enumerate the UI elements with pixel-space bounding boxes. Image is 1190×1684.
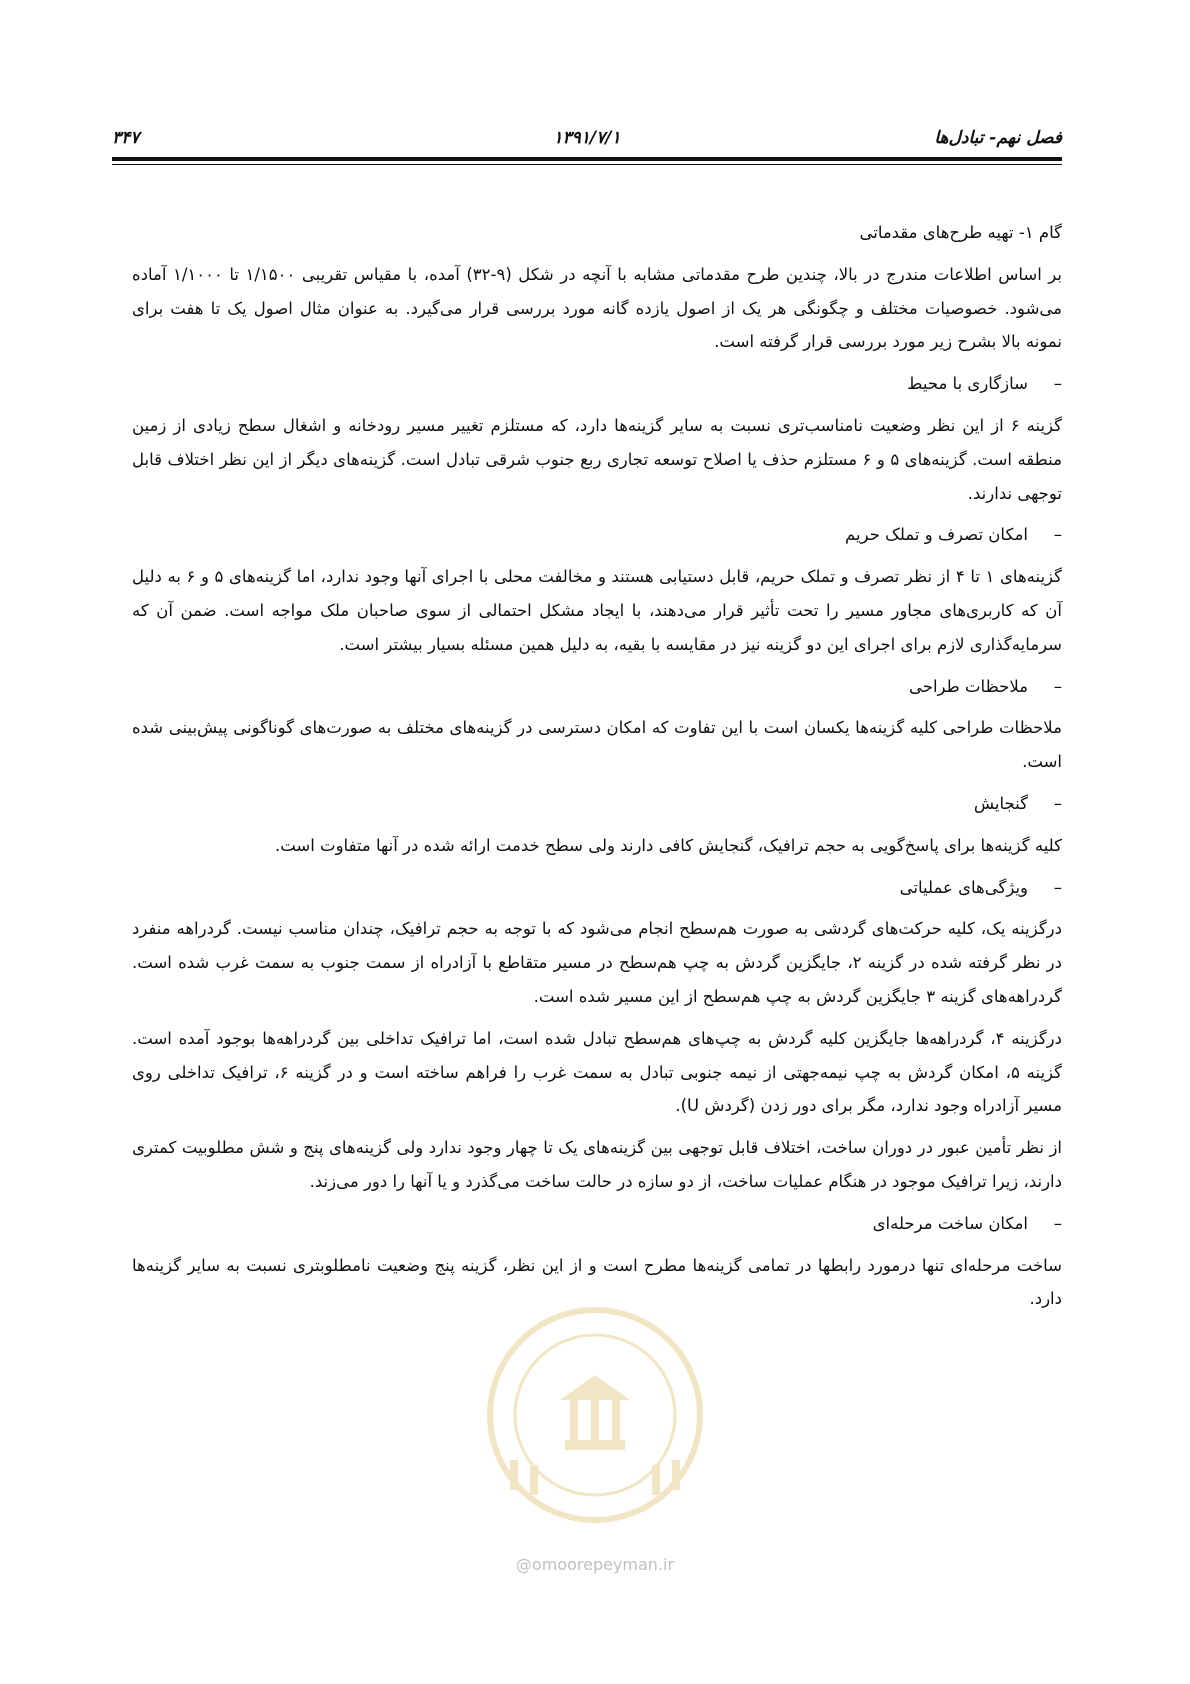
operations-paragraph-2: درگزینه ۴، گردراهه‌ها جایگزین کلیه گردش به چپ‌های هم‌سطح تبادل شده است، اما ترافیک تداخلی بین گردراهه‌ها بوجود آمده است. گزینه ۵، امکان گردش به چپ نیمه‌جهتی از نیمه جنوبی تبادل به سمت غرب را فراهم ساخته است و در گزینه ۶، ترافیک تداخلی روی مسیر آزادراه وجود ندارد، مگر برای دور زدن (گردش U).	[132, 1028, 1063, 1116]
section-heading-environment	[132, 367, 1062, 401]
section-heading-right-of-way	[132, 518, 1062, 552]
header-rule-thick	[112, 157, 1062, 161]
section-heading-staging	[132, 1207, 1062, 1241]
header-rule-thin	[112, 164, 1062, 165]
section-heading-capacity	[132, 787, 1062, 821]
section-title: گنجایش	[973, 793, 1028, 813]
capacity-paragraph: کلیه گزینه‌ها برای پاسخ‌گویی به حجم ترافیک، گنجایش کافی دارند ولی سطح خدمت ارائه شده در آنها متفاوت است.	[274, 835, 1062, 855]
bullet-dash: –	[1053, 793, 1062, 813]
design-paragraph: ملاحظات طراحی کلیه گزینه‌ها یکسان است با این تفاوت که امکان دسترسی در گزینه‌های مختلف به صورت‌های گوناگونی پیش‌بینی شده است.	[132, 718, 1062, 772]
watermark-logo	[470, 1290, 720, 1540]
section-title: ویژگی‌های عملیاتی	[899, 877, 1028, 897]
step-title: گام ۱- تهیه طرح‌های مقدماتی	[859, 223, 1062, 242]
section-heading-design	[132, 670, 1062, 704]
bullet-dash: –	[1053, 676, 1062, 696]
bullet-dash: –	[1053, 525, 1062, 545]
header-date: ۱۳۹۱/۷/۱	[553, 128, 621, 148]
environment-paragraph: گزینه ۶ از این نظر وضعیت نامناسب‌تری نسبت به سایر گزینه‌ها دارد، که مستلزم تغییر مسیر رودخانه و اشغال سطح زیادی از زمین منطقه است. گزینه‌های ۵ و ۶ مستلزم حذف یا اصلاح توسعه تجاری ربع جنوب شرقی تبادل است. گزینه‌های دیگر از این نظر اختلاف قابل توجهی ندارند.	[132, 415, 1062, 503]
bullet-dash: –	[1053, 877, 1062, 897]
operations-paragraph-3: از نظر تأمین عبور در دوران ساخت، اختلاف قابل توجهی بین گزینه‌های یک تا چهار وجود ندارد ولی گزینه‌های پنج و شش مطلوبیت کمتری دارند، زیرا ترافیک موجود در هنگام عملیات ساخت، از دو سازه در حالت ساخت می‌گذرد و یا آنها را دور می‌زند.	[132, 1138, 1062, 1191]
intro-paragraph: بر اساس اطلاعات مندرج در بالا، چندین طرح مقدماتی مشابه با آنچه در شکل (۹-۳۲) آمده، با مقیاس تقریبی ۱/۱۵۰۰ تا ۱/۱۰۰۰ آماده می‌شود. خصوصیات مختلف و چگونگی هر یک از اصول یازده گانه مورد بررسی قرار می‌گیرد. به عنوان مثال اصول یک تا هفت برای نمونه بالا بشرح زیر مورد بررسی قرار گرفته است.	[132, 264, 1062, 352]
bullet-dash: –	[1053, 1213, 1062, 1233]
page-number: ۳۴۷	[112, 128, 140, 148]
section-title: امکان ساخت مرحله‌ای	[872, 1213, 1028, 1233]
section-title: سازگاری با محیط	[907, 374, 1028, 394]
section-title: ملاحظات طراحی	[909, 676, 1028, 696]
section-heading-operations	[132, 871, 1062, 905]
page-header	[112, 128, 1062, 152]
watermark-url: @omoorepeyman.ir	[515, 1555, 675, 1574]
chapter-title: فصل نهم- تبادل‌ها	[934, 128, 1062, 148]
section-title: امکان تصرف و تملک حریم	[845, 525, 1028, 545]
right-of-way-paragraph: گزینه‌های ۱ تا ۴ از نظر تصرف و تملک حریم، قابل دستیابی هستند و مخالفت محلی با اجرای آنها وجود ندارد، اما گزینه‌های ۵ و ۶ به دلیل آن که کاربری‌های مجاور مسیر را تحت تأثیر قرار می‌دهند، با ایجاد مشکل احتمالی از سوی صاحبان ملک مواجه است. ضمن آن که سرمایه‌گذاری لازم برای اجرای این دو گزینه نیز در مقایسه با بقیه، به دلیل همین مسئله بسیار بیشتر است.	[132, 567, 1063, 654]
bullet-dash: –	[1053, 374, 1062, 394]
staging-paragraph: ساخت مرحله‌ای تنها درمورد رابطها در تمامی گزینه‌ها مطرح است و از این نظر، گزینه پنج وضعیت نامطلوبتری نسبت به سایر گزینه‌ها دارد.	[132, 1255, 1062, 1309]
document-body	[132, 216, 1062, 1324]
operations-paragraph-1: درگزینه یک، کلیه حرکت‌های گردشی به صورت هم‌سطح انجام می‌شود که با توجه به حجم ترافیک، چندان مناسب نیست. گردراهه منفرد در نظر گرفته شده در گزینه ۲، جایگزین گردش به چپ هم‌سطح در مسیر متقاطع با آزادراه از سمت جنوب به سمت غرب شده است. گردراهه‌های گزینه ۳ جایگزین گردش به چپ هم‌سطح از این مسیر شده است.	[132, 919, 1062, 1006]
